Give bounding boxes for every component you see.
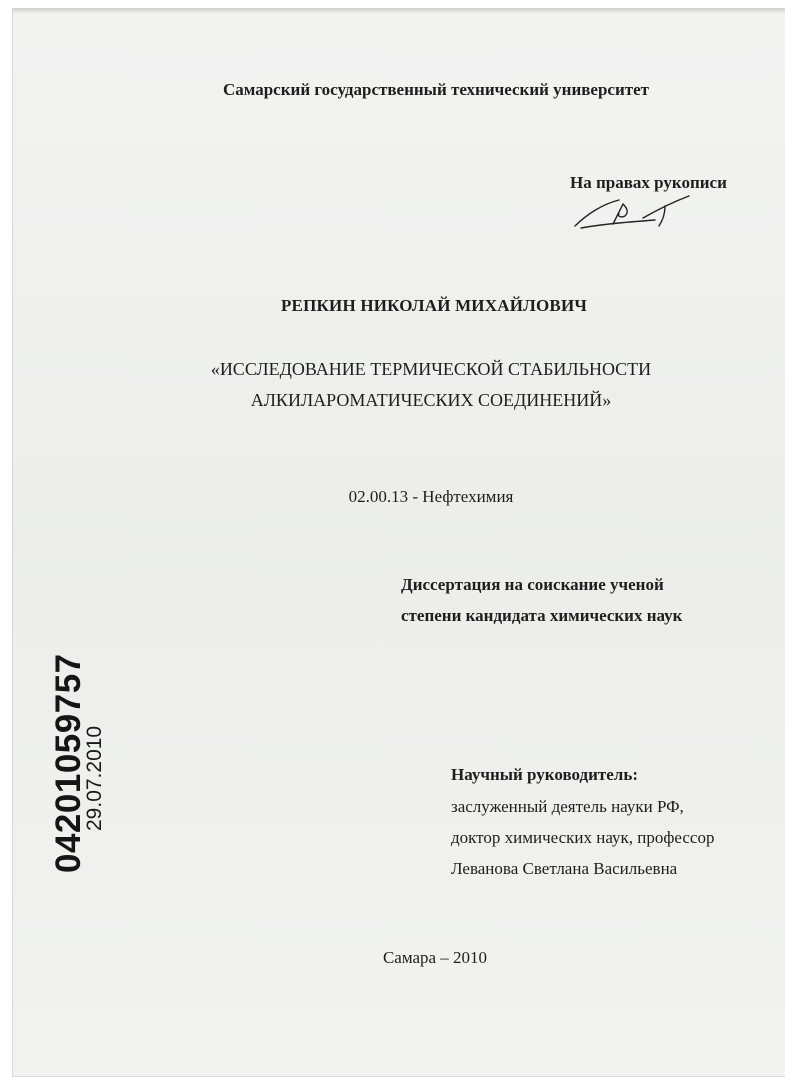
stamp-number: 04201059757 (49, 653, 88, 873)
signature-mark (573, 194, 693, 238)
degree-statement-line-1: Диссертация на соискание ученой (401, 575, 664, 594)
university-name: Самарский государственный технический университет (222, 80, 650, 99)
specialty-code: 02.00.13 - Нефтехимия (348, 487, 514, 506)
author-name: РЕПКИН НИКОЛАЙ МИХАЙЛОВИЧ (280, 296, 588, 315)
supervisor-title-line-2: доктор химических наук, профессор (451, 828, 715, 847)
supervisor-title-line-1: заслуженный деятель науки РФ, (451, 797, 684, 816)
manuscript-rights-note: На правах рукописи (570, 173, 727, 192)
supervisor-name: Леванова Светлана Васильевна (451, 859, 678, 878)
document-page (12, 8, 785, 1077)
supervisor-heading: Научный руководитель: (451, 765, 638, 784)
dissertation-title-line-2: АЛКИЛАРОМАТИЧЕСКИХ СОЕДИНЕНИЙ» (250, 390, 612, 410)
stamp-date: 29.07.2010 (83, 725, 106, 831)
dissertation-title-line-1: «ИССЛЕДОВАНИЕ ТЕРМИЧЕСКОЙ СТАБИЛЬНОСТИ (210, 359, 652, 379)
library-stamp (43, 638, 123, 878)
city-year: Самара – 2010 (382, 948, 488, 967)
degree-statement-line-2: степени кандидата химических наук (401, 606, 683, 625)
